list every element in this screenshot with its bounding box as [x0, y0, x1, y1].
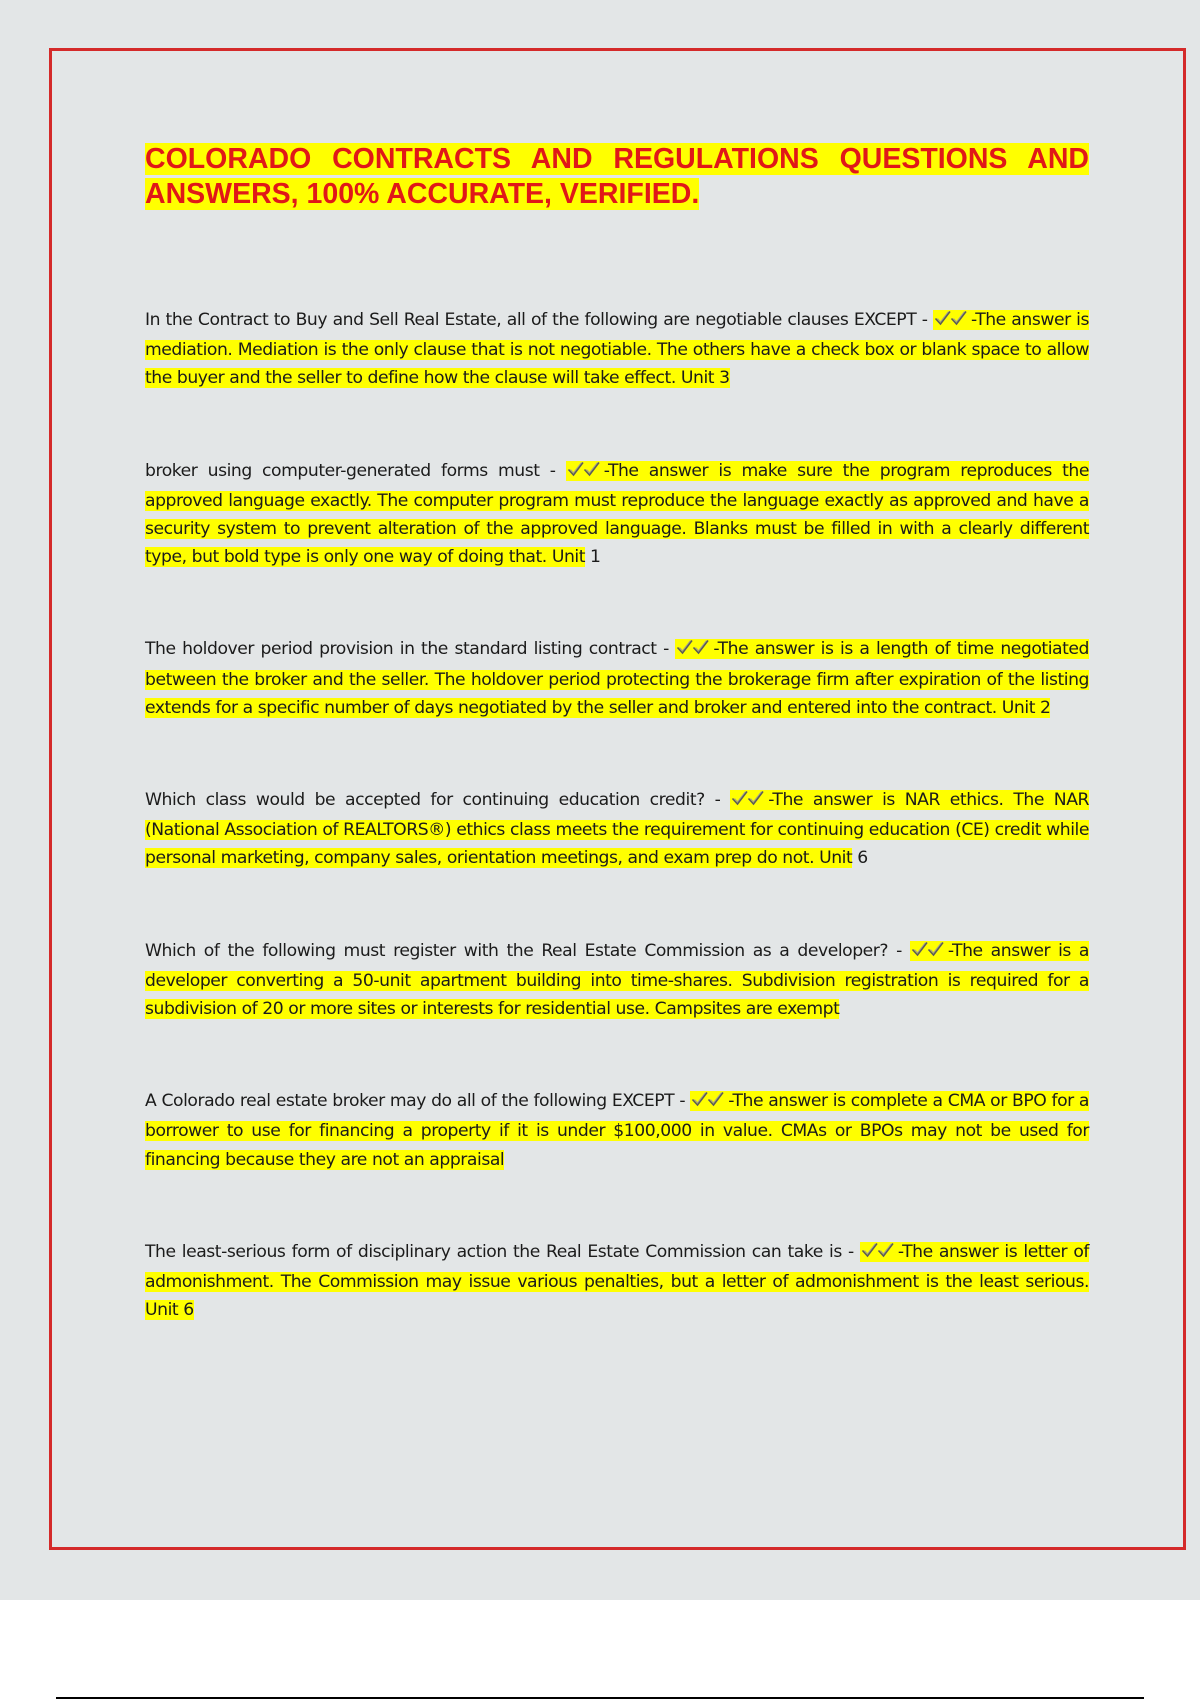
answer-tail-text: 1 [585, 547, 601, 568]
answer-text: -The answer is mediation. Mediation is the only clause that is not negotiable. The others have a check box or blank space to allow the buyer and the seller to define how the clause will take effect. Unit 3 [145, 310, 1090, 389]
qa-list [145, 306, 1089, 1324]
qa-item-1 [145, 306, 1089, 393]
question-text: A Colorado real estate broker may do all of the following EXCEPT [145, 1091, 675, 1112]
question-text: broker using computer-generated forms must [145, 460, 540, 481]
separator-text: - [704, 790, 731, 811]
double-check-icon [861, 1240, 897, 1268]
qa-item-7 [145, 1238, 1089, 1325]
separator-text: - [674, 1091, 691, 1112]
qa-item-3 [145, 635, 1089, 722]
answer-text: -The answer is is a length of time negotiated between the broker and the seller. The holdover period protecting the brokerage firm after expiration of the listing extends for a specific number of days negotiated by the seller and broker and entered into the contract. Unit 2 [145, 639, 1089, 718]
double-check-icon [911, 939, 947, 967]
double-check-icon [934, 308, 970, 336]
answer-text: -The answer is make sure the program reproduces the approved language exactly. The computer program must reproduce the language exactly as approved and have a security system to prevent alteration of the approved language. Blanks must be filled in with a clearly different type, but bold type is only one way of doing that. Unit [145, 460, 1089, 568]
document-content [145, 142, 1089, 1388]
answer-text: -The answer is a developer converting a 50-unit apartment building into time-shares. Subdivision registration is required for a subdivision of 20 or more sites or interests for residential use. Campsites are exempt [145, 940, 1089, 1020]
separator-text: - [539, 460, 566, 481]
separator-text: - [656, 639, 676, 660]
document-title-text: COLORADO CONTRACTS AND REGULATIONS QUESTIONS AND ANSWERS, 100% ACCURATE, VERIFIED. [145, 143, 1089, 210]
footer-rule [56, 1697, 1144, 1699]
question-text: Which of the following must register with the Real Estate Commission as a developer? [145, 940, 889, 961]
qa-item-2 [145, 457, 1089, 572]
separator-text: - [916, 310, 934, 330]
qa-item-5 [145, 937, 1089, 1024]
answer-text: -The answer is letter of admonishment. The Commission may issue various penalties, but a letter of admonishment is the least serious. Unit 6 [145, 1241, 1089, 1321]
question-text: The holdover period provision in the standard listing contract [145, 639, 657, 660]
answer-tail-text: 6 [852, 848, 868, 869]
qa-item-6 [145, 1087, 1089, 1174]
answer-text: -The answer is complete a CMA or BPO for a borrower to use for financing a property if it is under $100,000 in value. CMAs or BPOs may not be used for financing because they are not an appraisal [145, 1091, 1089, 1170]
double-check-icon [691, 1089, 727, 1117]
double-check-icon [731, 788, 767, 816]
double-check-icon [567, 459, 603, 487]
separator-text: - [841, 1241, 860, 1262]
question-text: Which class would be accepted for continuing education credit? [145, 790, 705, 811]
answer-text: -The answer is NAR ethics. The NAR (National Association of REALTORS®) ethics class meets the requirement for continuing education (CE) credit while personal marketing, company sales, orientation meetings, and exam prep do not. Unit [145, 790, 1090, 869]
qa-item-4 [145, 786, 1089, 873]
question-text: The least-serious form of disciplinary action the Real Estate Commission can take is [145, 1241, 842, 1262]
document-title [145, 142, 1089, 212]
double-check-icon [676, 637, 712, 665]
separator-text: - [888, 940, 910, 961]
question-text: In the Contract to Buy and Sell Real Estate, all of the following are negotiable clauses EXCEPT [145, 310, 917, 330]
